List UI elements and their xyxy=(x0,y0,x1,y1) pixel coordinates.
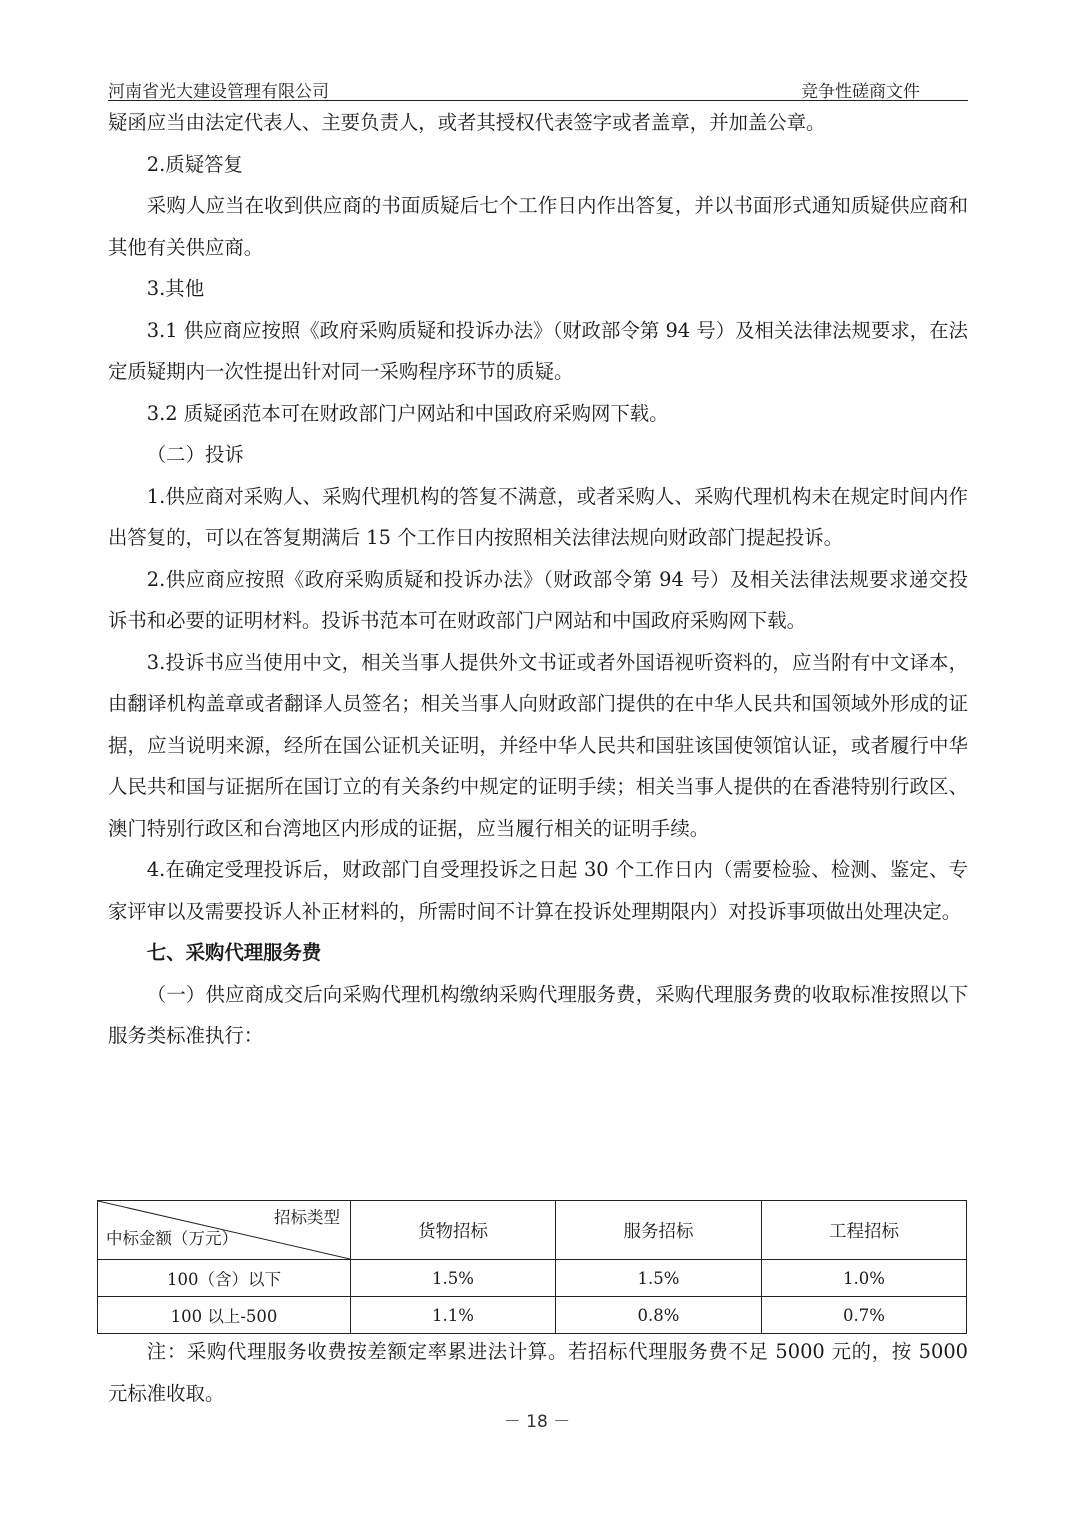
table-header-row xyxy=(98,1201,967,1260)
corner-bottom-label: 中标金额（万元） xyxy=(106,1229,238,1248)
subheading-other: 3.其他 xyxy=(146,277,205,300)
paragraph: 疑函应当由法定代表人、主要负责人，或者其授权代表签字或者盖章，并加盖公章。 xyxy=(108,111,826,134)
row-range: 100（含）以下 xyxy=(98,1260,351,1297)
table-cell: 1.1% xyxy=(351,1297,556,1334)
subheading-reply: 2.质疑答复 xyxy=(146,152,243,176)
page-number: － 18 － xyxy=(503,1412,571,1432)
column-header: 货物招标 xyxy=(351,1201,556,1260)
table-row xyxy=(98,1260,967,1297)
subheading-complaint: （二）投诉 xyxy=(146,443,244,466)
note-text: 注：采购代理服务收费按差额定率累进法计算。若招标代理服务费不足 5000 元的，按 5000 元标准收取。 xyxy=(108,1340,968,1405)
table-cell: 0.7% xyxy=(762,1297,967,1334)
table-cell: 0.8% xyxy=(556,1297,762,1334)
table-cell: 1.5% xyxy=(351,1260,556,1297)
paragraph: 采购人应当在收到供应商的书面质疑后七个工作日内作出答复，并以书面形式通知质疑供应商和其他有关供应商。 xyxy=(108,194,968,259)
table-row xyxy=(98,1297,967,1334)
fee-table xyxy=(97,1200,967,1334)
table-cell: 1.5% xyxy=(556,1260,762,1297)
body-text xyxy=(108,102,968,1057)
table-cell: 1.0% xyxy=(762,1260,967,1297)
section-intro: （一）供应商成交后向采购代理机构缴纳采购代理服务费，采购代理服务费的收取标准按照以下服务类标准执行： xyxy=(108,982,968,1047)
paragraph: 3.1 供应商应按照《政府采购质疑和投诉办法》（财政部令第 94 号）及相关法律法规要求，在法定质疑期内一次性提出针对同一采购程序环节的质疑。 xyxy=(108,318,968,383)
paragraph: 2.供应商应按照《政府采购质疑和投诉办法》（财政部令第 94 号）及相关法律法规要求递交投诉书和必要的证明材料。投诉书范本可在财政部门户网站和中国政府采购网下载。 xyxy=(108,567,968,632)
paragraph: 3.投诉书应当使用中文，相关当事人提供外文书证或者外国语视听资料的，应当附有中文译本，由翻译机构盖章或者翻译人员签名；相关当事人向财政部门提供的在中华人民共和国领域外形成的证据，应当说明来源，经所在国公证机关证明，并经中华人民共和国驻该国使领馆认证，或者履行中华人民共和国与证据所在国订立的有关条约中规定的证明手续；相关当事人提供的在香港特别行政区、澳门特别行政区和台湾地区内形成的证据，应当履行相关的证明手续。 xyxy=(108,650,968,840)
column-header: 服务招标 xyxy=(556,1201,762,1260)
paragraph: 3.2 质疑函范本可在财政部门户网站和中国政府采购网下载。 xyxy=(146,401,669,425)
section-title: 七、采购代理服务费 xyxy=(146,941,322,964)
row-range: 100 以上-500 xyxy=(98,1297,351,1334)
corner-top-label: 招标类型 xyxy=(274,1208,340,1227)
header-company: 河南省光大建设管理有限公司 xyxy=(108,82,329,102)
paragraph: 4.在确定受理投诉后，财政部门自受理投诉之日起 30 个工作日内（需要检验、检测、鉴定、专家评审以及需要投诉人补正材料的，所需时间不计算在投诉处理期限内）对投诉事项做出处理决定。 xyxy=(108,858,968,923)
column-header: 工程招标 xyxy=(762,1201,967,1260)
page-header xyxy=(108,76,968,101)
fee-note xyxy=(108,1331,968,1415)
corner-cell xyxy=(98,1201,351,1260)
header-doc-type: 竞争性磋商文件 xyxy=(801,82,920,102)
paragraph: 1.供应商对采购人、采购代理机构的答复不满意，或者采购人、采购代理机构未在规定时间内作出答复的，可以在答复期满后 15 个工作日内按照相关法律法规向财政部门提起投诉。 xyxy=(108,484,968,549)
